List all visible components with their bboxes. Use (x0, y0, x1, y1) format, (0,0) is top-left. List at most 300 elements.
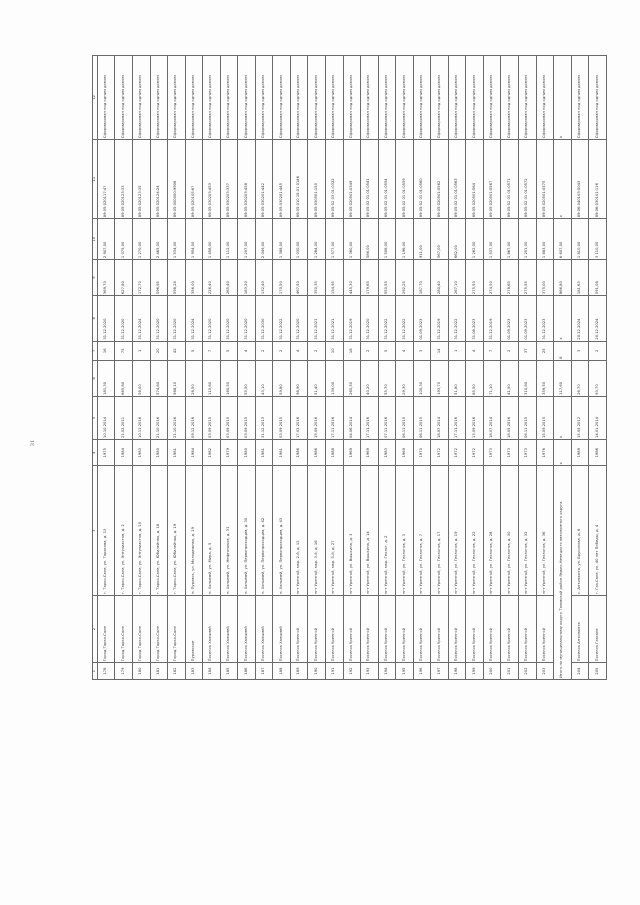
table-cell: 28,50 (185, 360, 203, 396)
table-cell: 89:05:020123:33 (115, 140, 133, 219)
table-cell: 1980 (150, 440, 168, 466)
table-cell: 196 (413, 663, 431, 680)
table-cell: 15.09.2015 (536, 396, 554, 439)
table-cell: 1973 (483, 440, 501, 466)
table-cell: 1 075,00 (115, 219, 133, 260)
table-cell: 20.12.2024 (589, 296, 607, 342)
table-cell: 1 251,00 (519, 219, 537, 260)
table-cell: 1 534,00 (168, 219, 186, 260)
table-cell: Сформирован под одним домом (589, 56, 607, 140)
table-cell: 71,10 (483, 360, 501, 396)
table-cell: Город Тарко-Сале (115, 596, 133, 663)
table-cell: 1969 (343, 440, 361, 466)
table-row (431, 56, 449, 680)
table-cell: 31.12.2030 (255, 296, 273, 342)
table-cell: Сформирован под одним домом (203, 56, 221, 140)
table-cell: 193,70 (431, 360, 449, 396)
table-cell: Поселок Уренгой (325, 596, 343, 663)
table-cell: 1969 (396, 440, 414, 466)
table-cell: пгт Уренгой, ул. Геологов, д. 3 (396, 466, 414, 596)
table-cell: 2 (308, 341, 326, 360)
table-cell: 1 360,00 (343, 219, 361, 260)
table-cell: 1 810,00 (571, 219, 589, 260)
table-cell: 375,00 (536, 260, 554, 296)
table-cell: 1975 (97, 440, 115, 466)
table-cell: 278,65 (501, 260, 519, 296)
table-cell: 55,50 (238, 360, 256, 396)
table-cell: 31.12.2020 (115, 296, 133, 342)
table-cell: Сформирован под одним домом (396, 56, 414, 140)
total-cell: x (554, 296, 572, 342)
table-cell: 911,00 (413, 219, 431, 260)
table-cell: 1972 (448, 440, 466, 466)
table-cell: 20 (150, 341, 168, 360)
table-cell: 89:05:000000:9906 (168, 140, 186, 219)
table-cell: 179 (115, 663, 133, 680)
table-cell: 03.09.2015 (273, 396, 291, 439)
table-cell: 2 (255, 341, 273, 360)
housing-table (92, 55, 607, 680)
table-cell: 89:05:010 15:01 0146 (290, 140, 308, 219)
table-cell: 31.08.2023 (466, 296, 484, 342)
table-cell: 550,55 (378, 260, 396, 296)
table-cell: 89:05:02 01 01:0554 (378, 140, 396, 219)
table-cell: 265,40 (220, 260, 238, 296)
table-cell: 226,40 (203, 260, 221, 296)
table-cell: 181,63 (571, 260, 589, 296)
table-cell: 01.09.2023 (501, 296, 519, 342)
table-cell: Поселок Антипаюта (571, 596, 589, 663)
table-cell: с. Антипаюта, ул. Брусилова, д. 6 (571, 466, 589, 596)
table-cell: 10.10.2014 (97, 396, 115, 439)
table-cell: 89:05:030201:445 (273, 140, 291, 219)
table-cell: Сформирован под одним домом (571, 56, 589, 140)
table-cell: 89:05:02 03 01:0322 (325, 140, 343, 219)
table-cell: 17.03.2016 (290, 396, 308, 439)
table-cell: 188 (273, 663, 291, 680)
table-cell: 21.02.2011 (115, 396, 133, 439)
table-cell: 172,70 (132, 260, 150, 296)
table-row (571, 56, 589, 680)
table-cell: Сформирован под одним домом (483, 56, 501, 140)
table-cell: 03.09.2015 (203, 396, 221, 439)
table-cell: 1 458,00 (203, 219, 221, 260)
table-row (238, 56, 256, 680)
table-cell: 100,30 (413, 360, 431, 396)
table-cell: Сформирован под одним домом (431, 56, 449, 140)
table-cell: 350,35 (308, 260, 326, 296)
table-cell: 203 (536, 663, 554, 680)
table-cell: 1 262,00 (466, 219, 484, 260)
column-header: 11 (93, 140, 98, 219)
table-row (361, 56, 379, 680)
total-cell: x (554, 396, 572, 439)
table-cell: 10 (325, 341, 343, 360)
table-cell: г. Тарко-Сале, ул. Энтузиастов, д. 10 (132, 466, 150, 596)
table-cell: 1973 (501, 440, 519, 466)
table-cell: 4 (238, 341, 256, 360)
table-cell: 662,00 (448, 219, 466, 260)
table-cell: 1983 (378, 440, 396, 466)
table-cell: 202 (519, 663, 537, 680)
table-cell: 4 (290, 341, 308, 360)
table-cell: 201 (501, 663, 519, 680)
table-cell: Сформирован под одним домом (290, 56, 308, 140)
table-cell: Поселок Ханымей (220, 596, 238, 663)
table-cell: пгт Уренгой, мкр. 5-й, д. 27 (325, 466, 343, 596)
table-cell: Поселок Уренгой (466, 596, 484, 663)
table-cell: 31.12.2021 (308, 296, 326, 342)
table-cell: 51,80 (448, 360, 466, 396)
table-cell: г. Газ-Сале, ул. 40 лет Победы, д. 4 (589, 466, 607, 596)
table-row (273, 56, 291, 680)
table-cell: 31.12.2021 (325, 296, 343, 342)
table-cell: Город Тарко-Сале (150, 596, 168, 663)
table-cell: 89:05:030501:150 (308, 140, 326, 219)
table-cell: 7 (203, 341, 221, 360)
table-row (168, 56, 186, 680)
table-cell: Сформирован под одним домом (150, 56, 168, 140)
table-cell: Сформирован под одним домом (132, 56, 150, 140)
table-cell: 199 (466, 663, 484, 680)
table-cell: 193 (361, 663, 379, 680)
column-header: 7 (93, 341, 98, 360)
table-cell: 89:05:030203:458 (238, 140, 256, 219)
table-cell: п. Пуровск, ул. Молодежная, д. 19 (185, 466, 203, 596)
table-row (466, 56, 484, 680)
table-cell: 265,50 (343, 360, 361, 396)
table-cell: Поселок Газсале (589, 596, 607, 663)
table-cell: 31.12.2019 (343, 296, 361, 342)
table-cell: Сформирован под одним домом (185, 56, 203, 140)
table-cell: 180 (132, 663, 150, 680)
table-cell: 89:06:040103:0043 (571, 140, 589, 219)
table-row (519, 56, 537, 680)
table-row (483, 56, 501, 680)
table-row (150, 56, 168, 680)
table-cell: 1986 (290, 440, 308, 466)
table-cell: 4 (396, 341, 414, 360)
table-cell: п. Ханымей, ул. Первопроходцев, д. 30 (238, 466, 256, 596)
total-cell: x (554, 440, 572, 466)
table-cell: 1973 (519, 440, 537, 466)
table-cell: 3 110,00 (589, 219, 607, 260)
table-row (132, 56, 150, 680)
table-row (308, 56, 326, 680)
table-cell: 89:05:020105:6? (185, 140, 203, 219)
table-cell: 200 (483, 663, 501, 680)
table-row (185, 56, 203, 680)
table-area (92, 55, 607, 680)
table-cell: Сформирован под одним домом (220, 56, 238, 140)
table-cell: пгт Уренгой, ул. Геологов, д. 22 (466, 466, 484, 596)
table-cell: пгт Уренгой, ул. Геологов, д. 28 (483, 466, 501, 596)
table-cell: 2 (273, 341, 291, 360)
table-cell: 567,00 (431, 219, 449, 260)
column-header: 9 (93, 260, 98, 296)
table-cell: 06.11.2015 (396, 396, 414, 439)
table-row (255, 56, 273, 680)
total-row (554, 56, 572, 680)
table-row (290, 56, 308, 680)
table-cell: 41,50 (501, 360, 519, 396)
table-cell: 16 (97, 341, 115, 360)
table-cell: 55,70 (378, 360, 396, 396)
table-cell: 598,24 (168, 260, 186, 296)
table-cell: Сформирован под одним домом (325, 56, 343, 140)
column-header: 6 (93, 360, 98, 396)
table-cell: 192 (343, 663, 361, 680)
table-row (325, 56, 343, 680)
table-cell: 40,20 (361, 360, 379, 396)
table-cell: Поселок Уренгой (396, 596, 414, 663)
table-cell: 85,50 (466, 360, 484, 396)
table-cell: 98,90 (290, 360, 308, 396)
table-cell: 18.07.2014 (431, 396, 449, 439)
table-cell: 89:05:02 01 01:0572 (519, 140, 537, 219)
table-cell: 1 577,00 (325, 219, 343, 260)
table-cell: 1 867,00 (501, 219, 519, 260)
table-cell: 275,50 (466, 260, 484, 296)
table-cell: 1979 (220, 440, 238, 466)
column-header: 1 (93, 663, 98, 680)
table-cell: 184 (203, 663, 221, 680)
table-cell: 3 (571, 341, 589, 360)
table-cell: 43,10 (255, 360, 273, 396)
table-cell: 31.12.2020 (290, 296, 308, 342)
table-cell: 189 (290, 663, 308, 680)
table-cell: Поселок Уренгой (343, 596, 361, 663)
table-cell: 14.01.2014 (589, 396, 607, 439)
table-cell: 29,30 (396, 360, 414, 396)
table-cell: 1 (132, 341, 150, 360)
table-cell: 191 (325, 663, 343, 680)
table-cell: 31.12.2023 (536, 296, 554, 342)
table-cell: 1972 (431, 440, 449, 466)
table-cell: г. Тарко-Сале, ул. Юбилейная, д. 19 (168, 466, 186, 596)
table-cell: 15.05.2012 (571, 396, 589, 439)
table-cell: 1 506,00 (378, 219, 396, 260)
table-cell: 89:05:02 01 01:0563 (448, 140, 466, 219)
table-cell: 17.11.2016 (325, 396, 343, 439)
table-cell: 198 (448, 663, 466, 680)
table-cell: 89:05:02 01 01:0541 (361, 140, 379, 219)
column-header: 12 (93, 56, 98, 140)
table-cell: 89:05:030203:453 (203, 140, 221, 219)
table-cell: 4 (466, 341, 484, 360)
table-cell: г. Тарко-Сале, ул. Тарасова, д. 13 (97, 466, 115, 596)
table-cell: 130,00 (325, 360, 343, 396)
table-cell: 31.12.2020 (220, 296, 238, 342)
table-cell: 310,80 (519, 360, 537, 396)
table-cell: 1 388,00 (273, 219, 291, 260)
table-cell: 31.12.2020 (168, 296, 186, 342)
table-cell: 154,95 (325, 260, 343, 296)
table-cell: 1988 (325, 440, 343, 466)
table-cell: 2 049,00 (255, 219, 273, 260)
table-cell: 1983 (132, 440, 150, 466)
table-cell: 59,80 (273, 360, 291, 396)
table-cell: п. Ханымей, ул. Нефтяников, д. 31 (220, 466, 238, 596)
table-cell: 1989 (571, 440, 589, 466)
table-cell: Сформирован под одним домом (308, 56, 326, 140)
table-cell: 18 (343, 341, 361, 360)
table-cell: 93,70 (589, 360, 607, 396)
table-cell: пгт Уренгой, мкр. 3-й, д. 16 (308, 466, 326, 596)
table-cell: 31.12.2019 (483, 296, 501, 342)
table-cell: Город Тарко-Сале (168, 596, 186, 663)
table-cell: Поселок Ханымей (238, 596, 256, 663)
table-cell: 1984 (115, 440, 133, 466)
table-cell: 17.11.2016 (361, 396, 379, 439)
table-cell: 1970 (413, 440, 431, 466)
table-cell: Сформирован под одним домом (168, 56, 186, 140)
table-cell: 627,80 (115, 260, 133, 296)
table-cell: 187,70 (413, 260, 431, 296)
table-cell: 275,55 (519, 260, 537, 296)
table-cell: 31.12.2020 (361, 296, 379, 342)
table-row (378, 56, 396, 680)
table-cell: г. Тарко-Сале, ул. Юбилейная, д. 18 (150, 466, 168, 596)
table-cell: 04.06.2014 (343, 396, 361, 439)
table-cell: 2 (361, 341, 379, 360)
table-row (589, 56, 607, 680)
table-cell: 89:05:020117:4? (97, 140, 115, 219)
table-cell: Поселок Уренгой (501, 596, 519, 663)
table-cell: Поселок Уренгой (308, 596, 326, 663)
table-cell: 06.11.2015 (519, 396, 537, 439)
table-cell: Поселок Ханымей (273, 596, 291, 663)
table-cell: 89:06:030101:116 (589, 140, 607, 219)
table-cell: 31.12.2013 (255, 396, 273, 439)
table-cell: 89:05:020501:0562 (431, 140, 449, 219)
column-header: 5 (93, 396, 98, 439)
table-cell: 89:05:02 01 01:0560 (413, 140, 431, 219)
table-cell: 356,00 (185, 260, 203, 296)
table-cell: 1 030,00 (290, 219, 308, 260)
table-cell: 1 112,00 (220, 219, 238, 260)
total-cell: 6 607,00 (554, 219, 572, 260)
table-cell: 03.09.2015 (238, 396, 256, 439)
table-cell: 13.09.2016 (466, 396, 484, 439)
table-cell: 181,30 (97, 360, 115, 396)
table-cell: Город Тарко-Сале (132, 596, 150, 663)
table-cell: 1981 (255, 440, 273, 466)
table-cell: пгт Уренгой, ул. Геологов, д. 7 (413, 466, 431, 596)
table-cell: 56,00 (132, 360, 150, 396)
table-cell: 179,65 (361, 260, 379, 296)
table-cell: 31.12.2022 (273, 296, 291, 342)
total-cell: 117,60 (554, 360, 572, 396)
table-row (396, 56, 414, 680)
table-cell: 18.05.2016 (501, 396, 519, 439)
table-cell: Сформирован под одним домом (343, 56, 361, 140)
table-cell: 204 (571, 663, 589, 680)
table-cell: 21.10.2016 (150, 396, 168, 439)
table-cell: 5 (378, 341, 396, 360)
table-cell: 31.12.2020 (97, 296, 115, 342)
table-cell: 665,80 (115, 360, 133, 396)
table-cell: 1981 (168, 440, 186, 466)
table-cell: Поселок Уренгой (431, 596, 449, 663)
table-cell: 267,10 (448, 260, 466, 296)
table-cell: 1981 (273, 440, 291, 466)
table-cell: 1980 (238, 440, 256, 466)
table-cell: пгт Уренгой, мкр. 2-й, д. 12 (290, 466, 308, 596)
table-cell: 31.12.2022 (378, 296, 396, 342)
table-cell: 178 (97, 663, 115, 680)
table-row (448, 56, 466, 680)
table-cell: Сформирован под одним домом (255, 56, 273, 140)
table-cell: 1 (448, 341, 466, 360)
table-cell: 1969 (361, 440, 379, 466)
column-header: 10 (93, 219, 98, 260)
table-cell: 75 (115, 341, 133, 360)
table-cell: 280,40 (431, 260, 449, 296)
table-cell: 21.10.2016 (168, 396, 186, 439)
table-cell: пгт Уренгой, ул. Геологов, д. 36 (536, 466, 554, 596)
table-row (343, 56, 361, 680)
table-cell: 7 (483, 341, 501, 360)
table-cell: 183 (185, 663, 203, 680)
table-row (536, 56, 554, 680)
table-cell: п. Ханымей, ул. Первопроходцев, д. 43 (273, 466, 291, 596)
table-cell: Город Тарко-Сале (97, 596, 115, 663)
table-cell: 89:05:020501:0567 (483, 140, 501, 219)
table-cell: 89:05:020501:0575 (536, 140, 554, 219)
table-cell: 09.12.2016 (185, 396, 203, 439)
table-cell: 31.12.2019 (431, 296, 449, 342)
table-cell: Сформирован под одним домом (501, 56, 519, 140)
table-cell: 31.12.2022 (448, 296, 466, 342)
table-row (97, 56, 115, 680)
table-cell: Сформирован под одним домом (97, 56, 115, 140)
table-cell: 1982 (203, 440, 221, 466)
table-cell: 2 (501, 341, 519, 360)
table-cell: 1986 (589, 440, 607, 466)
table-cell: 205 (589, 663, 607, 680)
table-cell: 89:05:020123:35 (132, 140, 150, 219)
table-cell: 182 (168, 663, 186, 680)
table-cell: Поселок Уренгой (536, 596, 554, 663)
table-cell: 31.12.2022 (396, 296, 414, 342)
table-cell: г. Тарко-Сале, ул. Энтузиастов, д. 2 (115, 466, 133, 596)
table-cell: 15.09.2016 (308, 396, 326, 439)
table-cell: 31.12.2020 (150, 296, 168, 342)
table-cell: 190 (308, 663, 326, 680)
table-cell: Пуровское (185, 596, 203, 663)
table-cell: 89:05:030203:337 (220, 140, 238, 219)
table-cell: 1986 (308, 440, 326, 466)
table-cell: 31.12.2020 (203, 296, 221, 342)
table-cell: 31.12.2020 (238, 296, 256, 342)
table-cell: 187 (255, 663, 273, 680)
table-cell: Сформирован под одним домом (273, 56, 291, 140)
table-cell: 1 883,00 (536, 219, 554, 260)
table-cell: 25 (536, 341, 554, 360)
column-header: 8 (93, 296, 98, 342)
table-cell: 274,50 (483, 260, 501, 296)
table-cell: 1 537,00 (483, 219, 501, 260)
total-cell: 866,80 (554, 260, 572, 296)
table-cell: 03.09.2015 (220, 396, 238, 439)
table-cell: 1 196,00 (396, 219, 414, 260)
table-cell: 445,30 (343, 260, 361, 296)
table-cell: 10.11.2016 (132, 396, 150, 439)
table-cell: Сформирован под одним домом (448, 56, 466, 140)
table-cell: 26,70 (571, 360, 589, 396)
table-cell: 1 207,00 (238, 219, 256, 260)
